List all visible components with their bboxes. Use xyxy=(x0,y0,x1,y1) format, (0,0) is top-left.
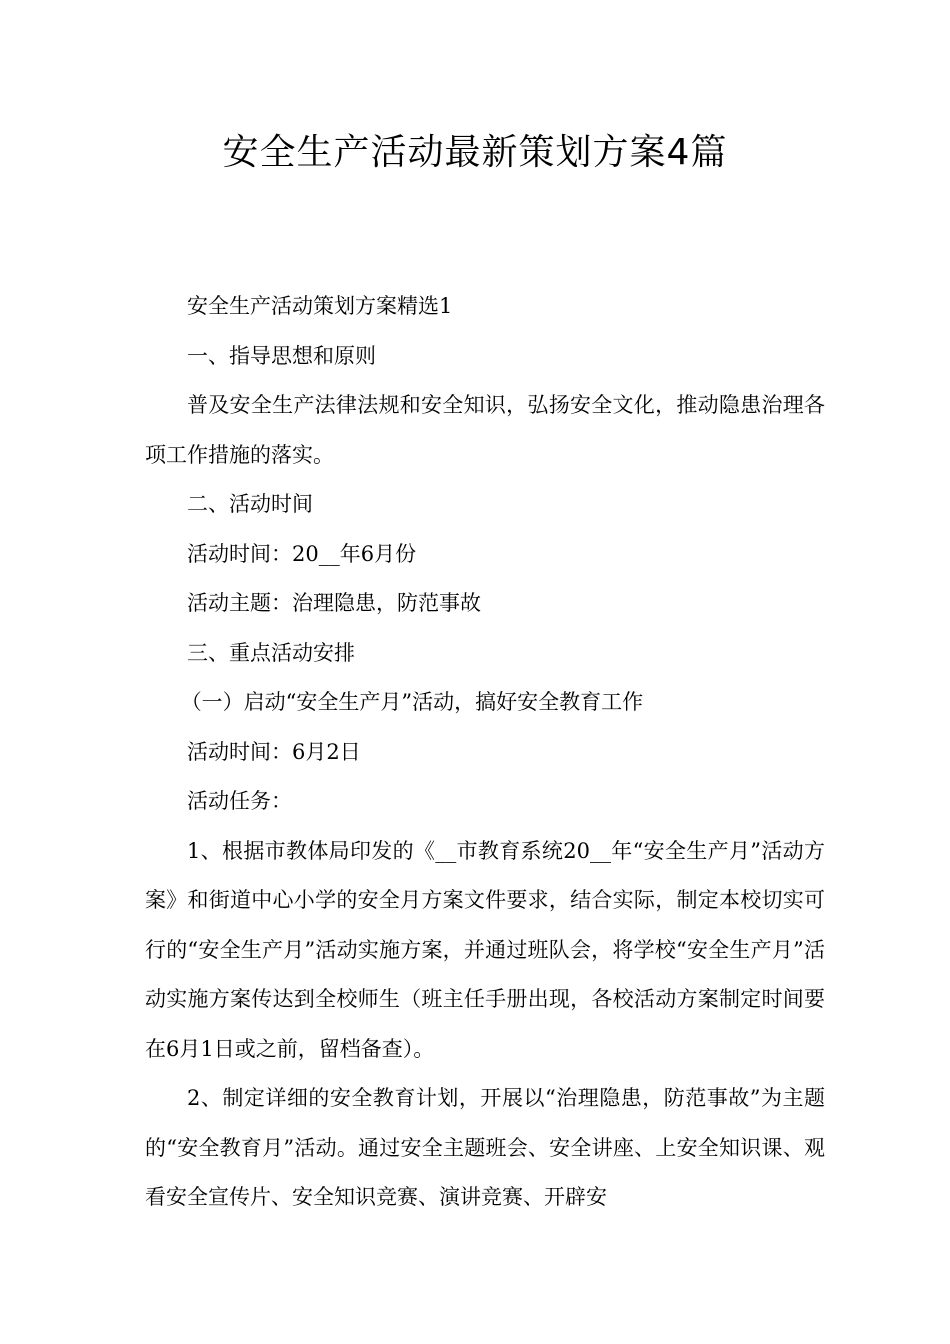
body-paragraph: 2、制定详细的安全教育计划，开展以“治理隐患，防范事故”为主题的“安全教育月”活动。通过安全主题班会、安全讲座、上安全知识课、观看安全宣传片、安全知识竞赛、演讲竞赛、开辟安 xyxy=(145,1086,825,1209)
section-heading: 安全生产活动策划方案精选1 xyxy=(187,294,453,318)
section-heading: 一、指导思想和原则 xyxy=(187,343,376,368)
body-paragraph: 活动时间：6月2日 xyxy=(187,739,361,764)
section-heading: 二、活动时间 xyxy=(187,492,313,516)
section-heading: 三、重点活动安排 xyxy=(187,640,355,665)
subsection-heading: （一）启动“安全生产月”活动，搞好安全教育工作 xyxy=(180,690,644,714)
body-paragraph: 普及安全生产法律法规和安全知识，弘扬安全文化，推动隐患治理各项工作措施的落实。 xyxy=(145,393,825,467)
body-paragraph: 活动任务： xyxy=(187,789,292,813)
document-body xyxy=(145,282,825,1223)
document-title: 安全生产活动最新策划方案4篇 xyxy=(222,132,728,173)
body-paragraph: 活动时间：20__年6月份 xyxy=(187,541,417,566)
body-paragraph: 活动主题：治理隐患，防范事故 xyxy=(187,591,481,615)
body-paragraph: 1、根据市教体局印发的《__市教育系统20__年“安全生产月”活动方案》和街道中心小学的安全月方案文件要求，结合实际，制定本校切实可行的“安全生产月”活动实施方案，并通过班队会，将学校“安全生产月”活动实施方案传达到全校师生（班主任手册出现，各校活动方案制定时间要在6月1日或之前，留档备查）。 xyxy=(145,838,825,1061)
